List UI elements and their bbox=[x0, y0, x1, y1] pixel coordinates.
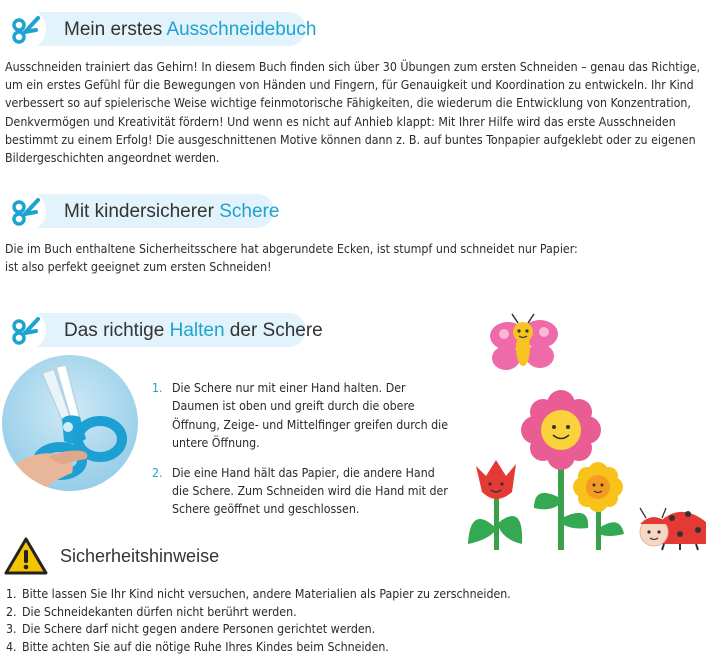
scissors-paragraph bbox=[5, 240, 717, 276]
scissors-icon bbox=[8, 194, 42, 228]
warning-triangle-icon bbox=[4, 536, 48, 576]
safety-rules bbox=[6, 586, 511, 656]
section-header-intro bbox=[6, 12, 317, 46]
list-item: 3. Die Schere darf nicht gegen andere Personen gerichtet werden. bbox=[6, 622, 376, 637]
list-item: 2. Die eine Hand hält das Papier, die andere Hand die Schere. Zum Schneiden wird die Hand mit der Schere geöffnet und geschlossen. bbox=[152, 465, 448, 517]
section-title-intro: Mein erstes Ausschneidebuch bbox=[64, 19, 317, 40]
list-item: 1. Die Schere nur mit einer Hand halten. Der Daumen ist oben und greift durch die obere Öffnung, Zeige- und Mittelfinger greifen durch die untere Öffnung. bbox=[152, 381, 449, 451]
intro-paragraph: Ausschneiden trainiert das Gehirn! In diesem Buch finden sich über 30 Übungen zum ersten Schneiden – genau das Richtige, um ein erstes Gefühl für die Bewegungen von Händen und Fingern, für Genauigkeit und Koordination zu entwickeln. Ihr Kind verbessert so auf spielerische Weise wichtige feinmotorische Fähigkeiten, die wiederum die Entwicklung von Konzentration, Denkvermögen und Kreativität fördern! Und wenn es nicht auf Anhieb klappt: Mit Ihrer Hilfe wird das erste Ausschneiden bestimmt zu einem Erfolg! Die ausgeschnittenen Motive können dann z. B. auf buntes Tonpapier aufgeklebt oder zu eigenen Bildergeschichten angeordnet werden. bbox=[5, 60, 701, 166]
scissors-icon bbox=[8, 313, 42, 347]
scissors-icon-badge bbox=[4, 8, 46, 50]
section-title-holding: Das richtige Halten der Schere bbox=[64, 320, 323, 341]
scissors-icon bbox=[8, 12, 42, 46]
butterfly-illustration bbox=[490, 314, 558, 370]
scissors-icon-badge bbox=[4, 190, 46, 232]
list-item: 1. Bitte lassen Sie Ihr Kind nicht versuchen, andere Materialien als Papier zu zerschneiden. bbox=[6, 587, 511, 601]
section-header-scissors bbox=[6, 194, 280, 228]
list-item: 4. Bitte achten Sie auf die nötige Ruhe Ihres Kindes beim Schneiden. bbox=[6, 639, 389, 654]
holding-steps bbox=[152, 379, 452, 530]
hand-holding-scissors-photo bbox=[2, 355, 138, 491]
scissors-icon-badge bbox=[4, 309, 46, 351]
safety-title: Sicherheitshinweise bbox=[60, 546, 220, 566]
section-title-scissors: Mit kindersicherer Schere bbox=[64, 201, 280, 222]
flowers-butterfly-ladybug-illustration bbox=[468, 308, 708, 558]
section-header-holding bbox=[6, 313, 323, 347]
list-item: 2. Die Schneidekanten dürfen nicht berührt werden. bbox=[6, 604, 297, 619]
scissors-line-1: Die im Buch enthaltene Sicherheitsschere hat abgerundete Ecken, ist stumpf und schneidet nur Papier: bbox=[5, 242, 578, 256]
scissors-line-2: ist also perfekt geeignet zum ersten Schneiden! bbox=[5, 260, 272, 275]
